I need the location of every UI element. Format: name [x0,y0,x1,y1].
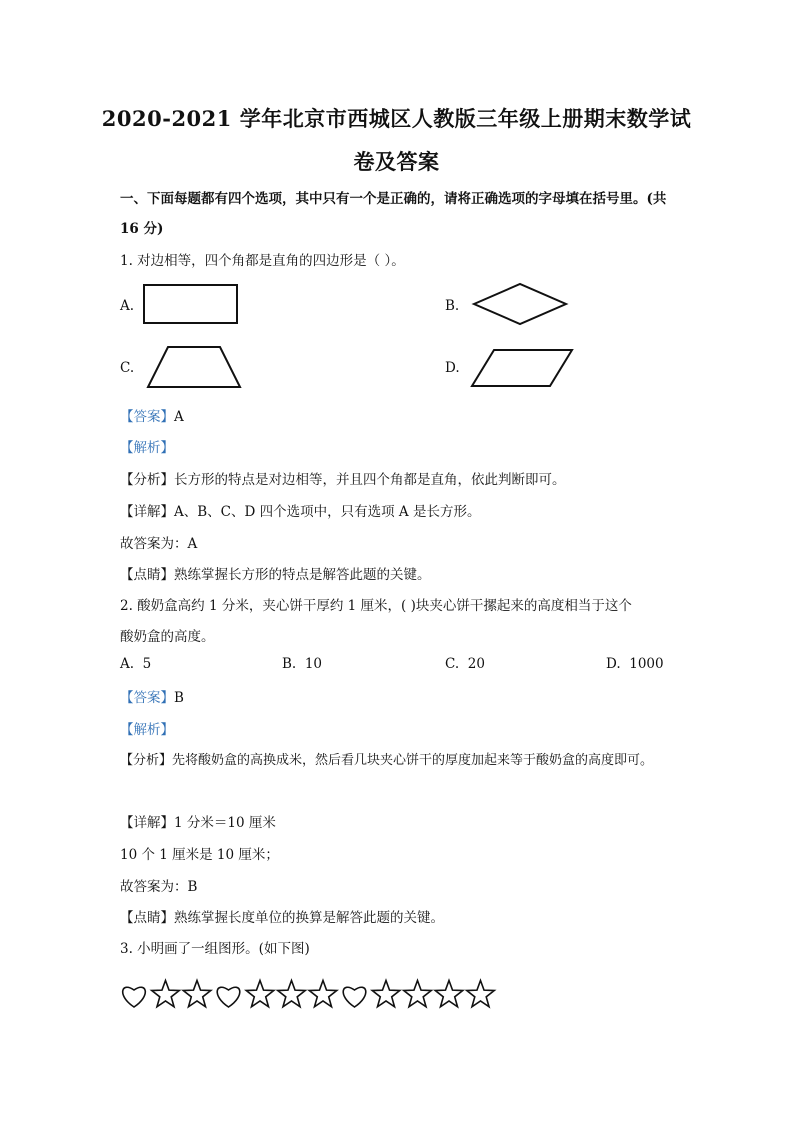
q2-choice-b: B. 10 [282,656,322,672]
q2-choice-a: A. 5 [120,656,152,672]
dianjing-tag: 【点睛】 [120,910,174,926]
q2-choice-c: C. 20 [445,656,485,672]
shape-sequence [118,974,508,1014]
dianjing-text: 熟练掌握长度单位的换算是解答此题的关键。 [174,910,444,926]
q1-conclusion: 故答案为：A [120,536,198,552]
star-icon [435,981,463,1007]
fenxi-text: 长方形的特点是对边相等，并且四个角都是直角，依此判断即可。 [174,472,566,488]
heart-icon [123,987,146,1007]
star-icon [309,981,337,1007]
q2-dianjing [120,906,444,926]
q2-analysis-tag: 【解析】 [120,722,174,738]
dianjing-tag: 【点睛】 [120,567,174,583]
q1-option-d-label: D. [445,360,460,376]
q1-option-a-label: A. [120,298,135,314]
q1-stem: 1. 对边相等，四个角都是直角的四边形是（ ）。 [120,253,405,269]
page-title-line1: 2020-2021 学年北京市西城区人教版三年级上册期末数学试 [101,106,692,131]
parallelogram-shape [468,346,578,390]
fenxi-tag: 【分析】 [120,472,174,488]
star-icon [152,981,180,1007]
xiangjie-tag: 【详解】 [120,815,174,831]
star-icon [467,981,495,1007]
q2-conclusion: 故答案为：B [120,879,198,895]
heart-icon [343,987,366,1007]
section-heading-score: 16 分) [120,221,164,237]
q1-dianjing [120,563,431,583]
q2-xiangjie [120,811,276,831]
q2-answer [120,686,184,706]
page-title-line2: 卷及答案 [353,149,440,174]
q2-line2: 10 个 1 厘米是 10 厘米； [120,847,279,863]
xiangjie-text: 1 分米＝10 厘米 [174,815,276,831]
rhombus-shape [468,280,572,330]
fenxi-text: 先将酸奶盒的高换成米，然后看几块夹心饼干的厚度加起来等于酸奶盒的高度即可。 [172,753,654,768]
q2-choice-d: D. 1000 [606,656,664,672]
heart-icon [217,987,240,1007]
section-heading: 一、下面每题都有四个选项，其中只有一个是正确的，请将正确选项的字母填在括号里。(共 [120,191,667,207]
q2-stem-line1: 2. 酸奶盒高约 1 分米，夹心饼干厚约 1 厘米，( )块夹心饼干摞起来的高度相当于这个 [120,598,632,614]
xiangjie-tag: 【详解】 [120,504,174,520]
dianjing-text: 熟练掌握长方形的特点是解答此题的关键。 [174,567,431,583]
q1-option-b-label: B. [445,298,460,314]
trapezoid-shape [142,343,246,391]
answer-value: B [174,690,184,706]
xiangjie-text: A、B、C、D 四个选项中，只有选项 A 是长方形。 [174,504,481,520]
star-icon [372,981,400,1007]
star-icon [183,981,211,1007]
q2-stem-line2: 酸奶盒的高度。 [120,629,215,645]
q1-xiangjie [120,500,480,520]
q3-stem: 3. 小明画了一组图形。(如下图) [120,941,310,957]
star-icon [246,981,274,1007]
q2-fenxi [120,749,653,768]
answer-value: A [174,409,184,425]
q1-answer [120,405,184,425]
star-icon [404,981,432,1007]
fenxi-tag: 【分析】 [120,753,173,768]
q1-analysis-tag: 【解析】 [120,440,174,456]
rectangle-shape [140,282,242,328]
answer-tag: 【答案】 [120,690,174,706]
q1-fenxi [120,468,566,488]
answer-tag: 【答案】 [120,409,174,425]
star-icon [278,981,306,1007]
q1-option-c-label: C. [120,360,135,376]
